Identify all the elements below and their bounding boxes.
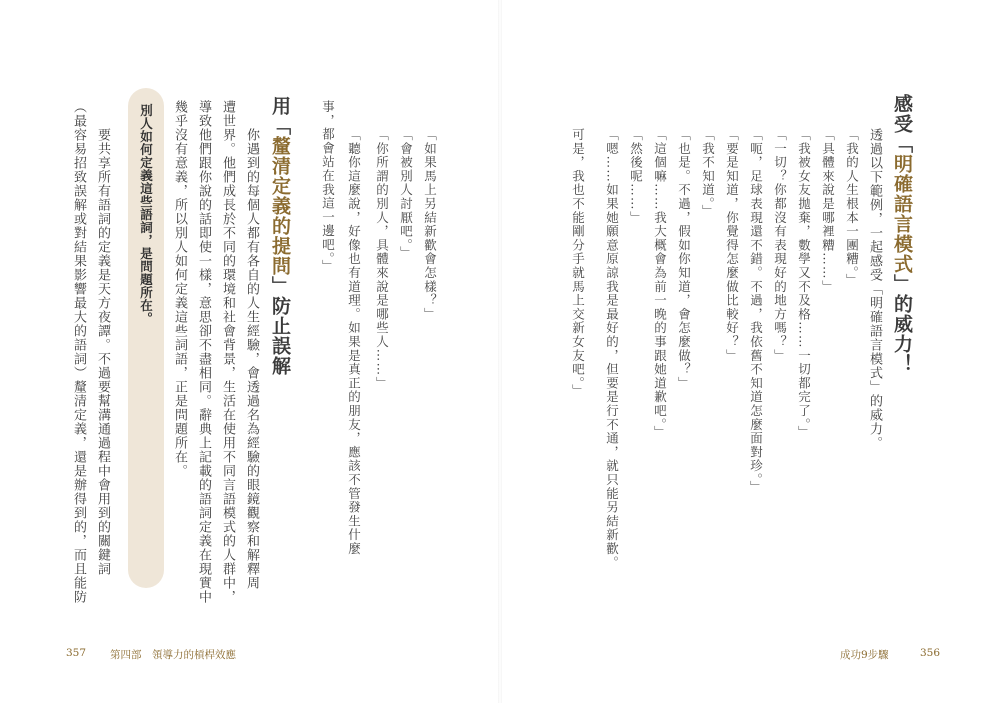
body-line: 幾乎沒有意義，所以別人如何定義這些詞語，正是問題所在。 <box>172 100 187 478</box>
section-heading-right: 感受「明確語言模式」的威力！ <box>891 94 913 374</box>
section-heading-left: 用「釐清定義的提問」防止誤解 <box>269 96 291 376</box>
dialog-line: 「要是知道，你覺得怎麼做比較好？」 <box>724 128 740 363</box>
body-line: 遭世界。他們成長於不同的環境和社會背景，生活在使用不同言語模式的人群中， <box>220 100 235 604</box>
body-line: 要共享所有語詞的定義是天方夜譚。不過要幫溝通過程中會用到的關鍵詞 <box>95 128 110 576</box>
dialog-line: 「會被別人討厭吧。」 <box>398 128 414 260</box>
dialog-line: 「嗯……如果她願意原諒我是最好的，但要是行不通，就只能另結新歡。 <box>604 128 620 570</box>
footer-book-title: 成功9步驟 <box>840 649 889 661</box>
sidebar-title: 別人如何定義這些語詞，是問題所在。 <box>138 104 154 325</box>
dialog-line: 可是，我也不能剛分手就馬上交新女友吧。」 <box>570 128 586 398</box>
dialog-line: 「你所謂的別人，具體來說是哪些人……」 <box>374 128 390 391</box>
dialog-line: 「我被女友拋棄，數學又不及格……一切都完了。」 <box>796 128 812 440</box>
dialog-line: 「一切？你都沒有表現好的地方嗎？」 <box>772 128 788 363</box>
dialog-line: 「呃，足球表現還不錯。不過，我依舊不知道怎麼面對珍。」 <box>748 128 764 495</box>
body-line: 你遇到的每個人都有各自的人生經驗，會透過名為經驗的眼鏡觀察和解釋周 <box>244 128 259 590</box>
dialog-line: 「這個嘛……我大概會為前一晚的事跟她道歉吧。」 <box>652 128 668 440</box>
intro-line: 透過以下範例，一起感受「明確語言模式」的威力。 <box>867 128 882 450</box>
footer-chapter: 第四部 領導力的槓桿效應 <box>110 649 236 661</box>
dialog-line: 「如果馬上另結新歡會怎樣？」 <box>422 128 438 322</box>
page-number-right: 356 <box>920 647 941 659</box>
dialog-line: 事，都會站在我這一邊吧。」 <box>320 100 336 274</box>
page-number-left: 357 <box>66 647 87 659</box>
right-page <box>500 0 1000 703</box>
dialog-line: 「我不知道。」 <box>700 128 716 219</box>
dialog-line: 「我的人生根本一團糟。」 <box>844 128 860 288</box>
dialog-line: 「也是。不過，假如你知道，會怎麼做？」 <box>676 128 692 391</box>
dialog-line: 「然後呢……」 <box>628 128 644 225</box>
body-line: 導致他們跟你說的話即使一樣，意思卻不盡相同。辭典上記載的語詞定義在現實中 <box>196 100 211 604</box>
dialog-line: 「具體來說是哪裡糟……」 <box>820 128 836 294</box>
body-line: （最容易招致誤解或對結果影響最大的語詞）釐清定義，還是辦得到的，而且能防 <box>71 100 86 604</box>
dialog-line: 「聽你這麼說，好像也有道理。如果是真正的朋友，應該不管發生什麼 <box>346 128 362 556</box>
sidebar-callout <box>128 88 164 588</box>
